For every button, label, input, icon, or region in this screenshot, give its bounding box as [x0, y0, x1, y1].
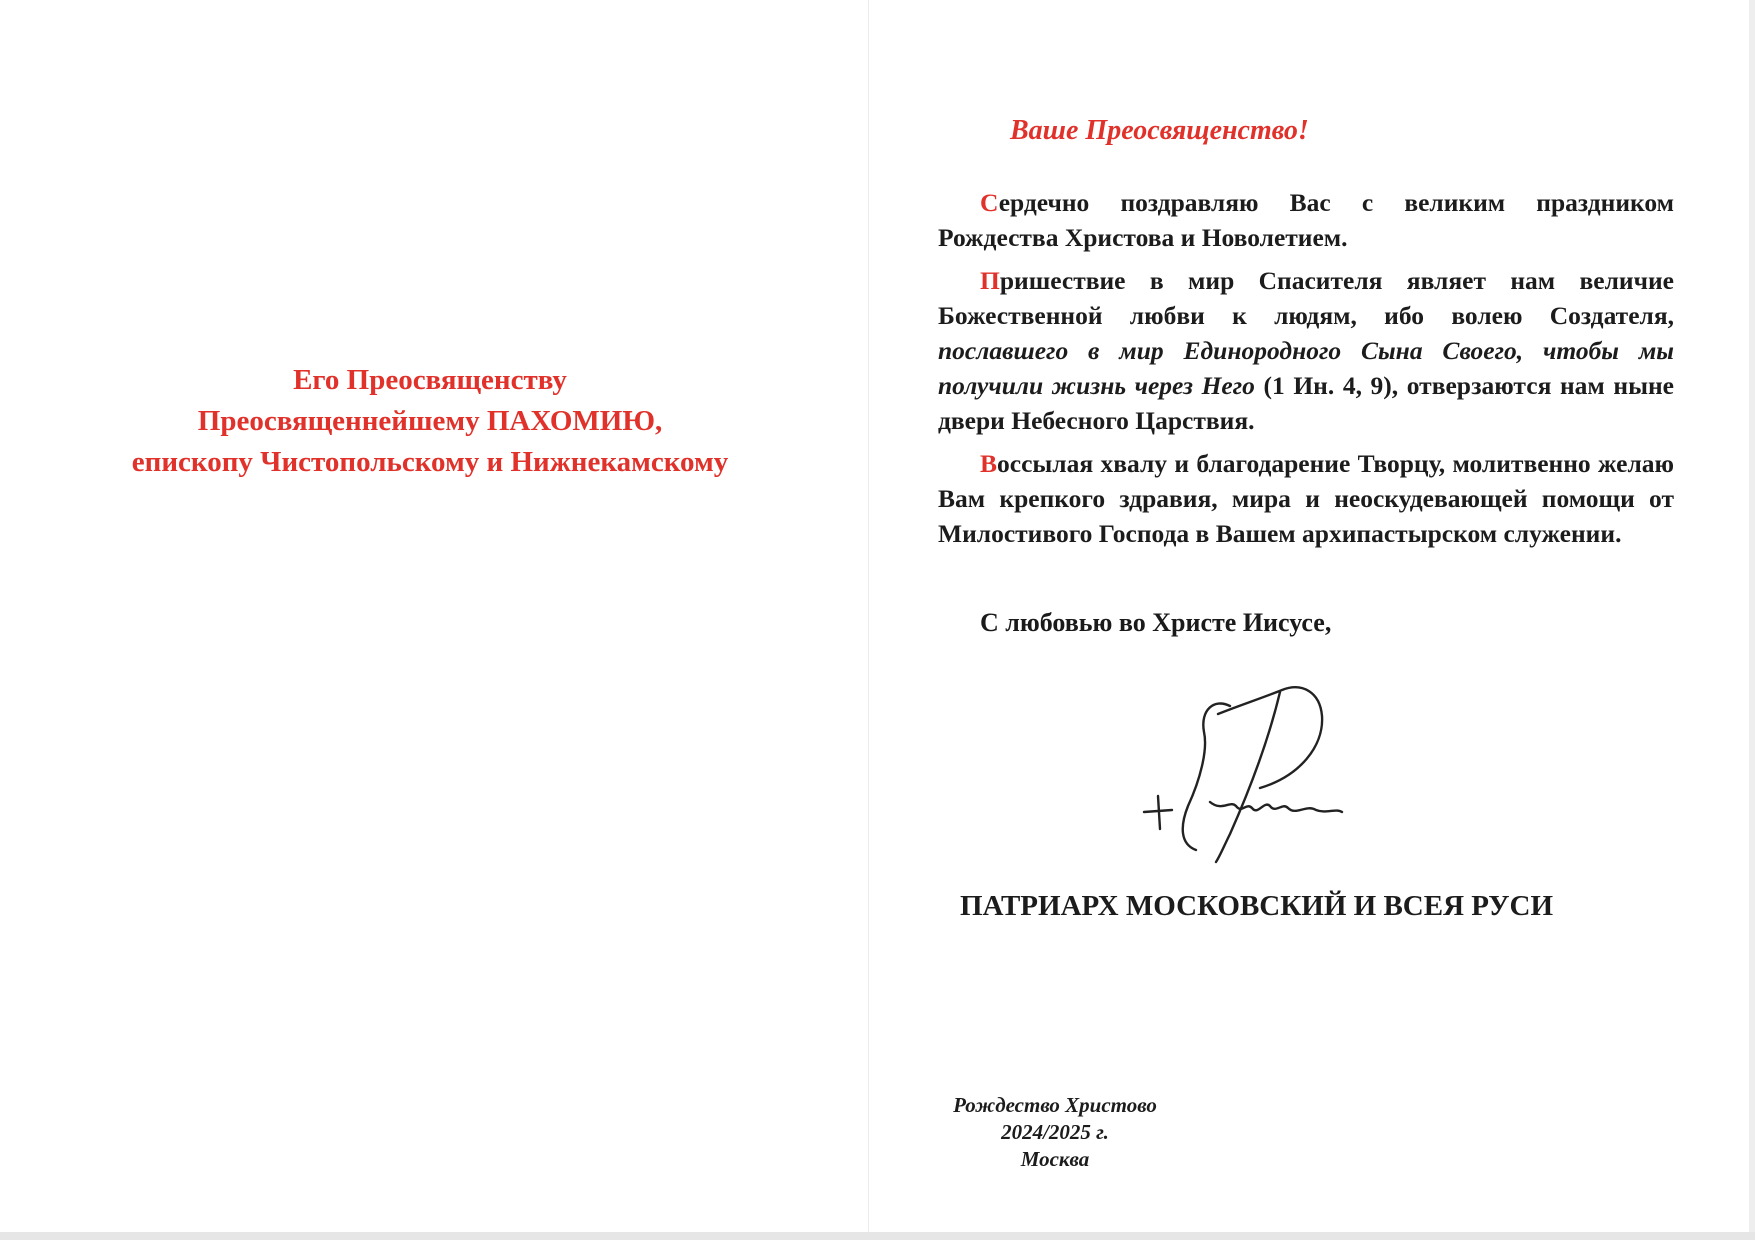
- paragraph-2-text-after: (1 Ин. 4, 9), отверзаются нам ныне двери Небесного Царствия.: [938, 371, 1674, 435]
- addressee-line-2: Преосвященнейшему ПАХОМИЮ,: [197, 405, 663, 437]
- paragraph-1-text: ердечно поздравляю Вас с великим праздником Рождества Христова и Новолетием.: [938, 188, 1674, 252]
- addressee-line-3: епископу Чистопольскому и Нижнекамскому: [131, 446, 729, 478]
- scan-edge-bottom: [0, 1232, 1755, 1240]
- paragraph-2-initial: П: [980, 266, 1000, 295]
- scan-edge-right: [1749, 0, 1755, 1240]
- paragraph-1: [938, 185, 1674, 255]
- signature-title: ПАТРИАРХ МОСКОВСКИЙ И ВСЕЯ РУСИ: [960, 890, 1554, 922]
- closing-phrase: С любовью во Христе Иисусе,: [980, 608, 1332, 637]
- paragraph-1-initial: С: [980, 188, 999, 217]
- paragraph-3-text: оссылая хвалу и благодарение Творцу, молитвенно желаю Вам крепкого здравия, мира и неоскудевающей помощи от Милостивого Господа в Вашем архипастырском служении.: [938, 449, 1674, 548]
- handwritten-signature: [1130, 684, 1380, 874]
- paragraph-2: [938, 263, 1674, 438]
- letter-body: [938, 185, 1674, 559]
- addressee-line-1: Его Преосвященству: [293, 364, 567, 396]
- paragraph-3: [938, 446, 1674, 551]
- paragraph-3-initial: В: [980, 449, 998, 478]
- fold-line: [868, 0, 869, 1240]
- paragraph-2-text-before: ришествие в мир Спасителя являет нам величие Божественной любви к людям, ибо волею Создателя,: [938, 266, 1674, 330]
- salutation: Ваше Преосвященство!: [1010, 115, 1309, 146]
- paragraph-2-scripture-quote: пославшего в мир Единородного Сына Своего, чтобы мы получили жизнь через Него: [938, 336, 1674, 400]
- place-date-line-2: 2024/2025 г.: [1001, 1120, 1109, 1144]
- addressee-block: [40, 360, 820, 483]
- place-date-line-3: Москва: [1020, 1147, 1090, 1171]
- place-date-block: [925, 1092, 1185, 1173]
- place-date-line-1: Рождество Христово: [953, 1093, 1157, 1117]
